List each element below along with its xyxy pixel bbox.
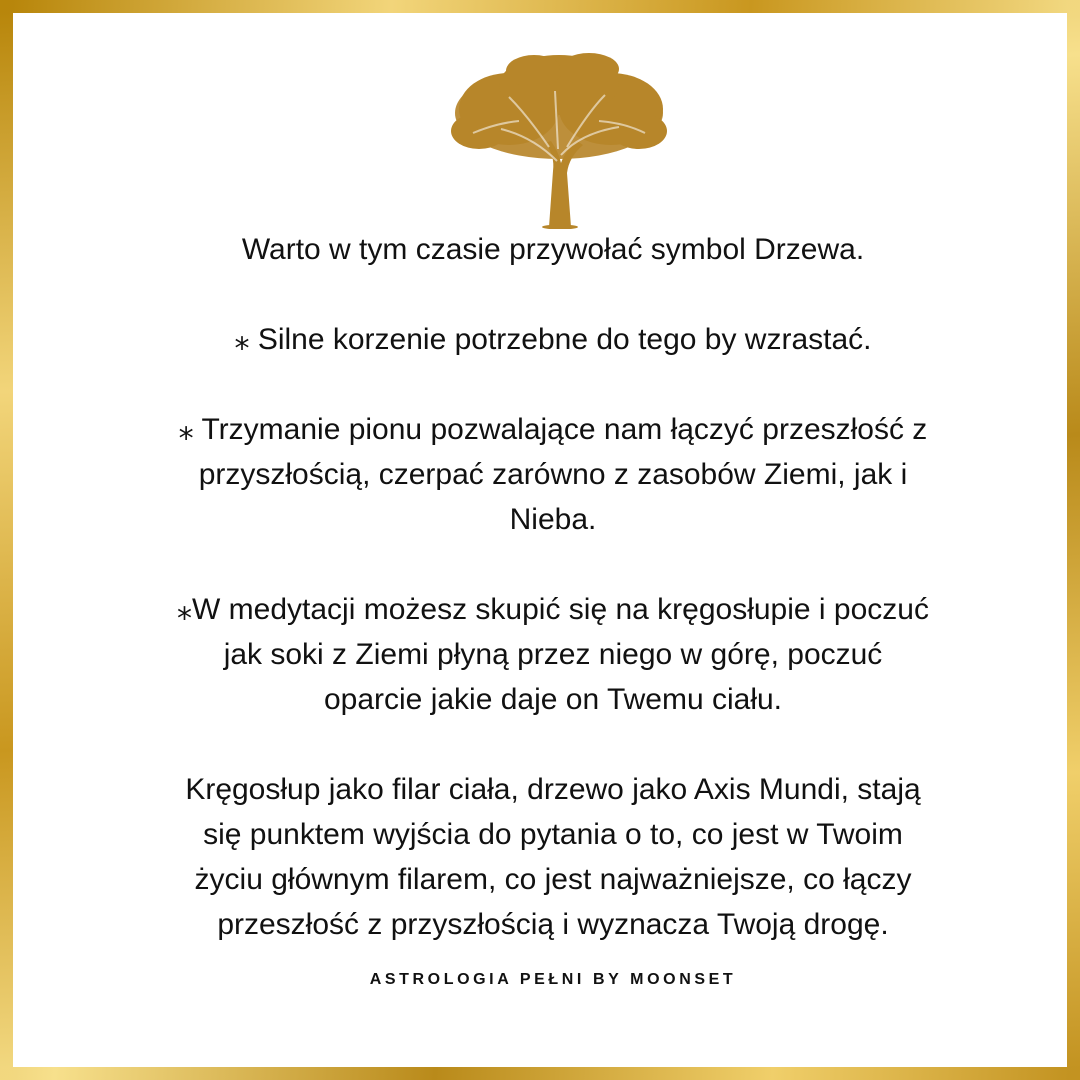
paragraph-3-line-2: przyszłością, czerpać zarówno z zasobów Ziemi, jak i bbox=[198, 458, 908, 491]
tree-icon bbox=[449, 51, 669, 229]
paragraph-5-line-1: Kręgosłup jako filar ciała, drzewo jako Axis Mundi, stają bbox=[185, 773, 921, 806]
paragraph-5-line-4: przeszłość z przyszłością i wyznacza Twoją drogę. bbox=[217, 908, 889, 941]
paragraph-3-line-1: ⁎ Trzymanie pionu pozwalające nam łączyć przeszłość z bbox=[178, 413, 928, 446]
paragraph-1: Warto w tym czasie przywołać symbol Drzewa. bbox=[241, 233, 865, 266]
main-text bbox=[103, 227, 1003, 947]
footer-brand: ASTROLOGIA PEŁNI BY MOONSET bbox=[369, 971, 737, 988]
paragraph-4-line-1: ⁎W medytacji możesz skupić się na kręgosłupie i poczuć bbox=[177, 593, 929, 626]
paragraph-3-line-3: Nieba. bbox=[509, 503, 597, 536]
paragraph-5-line-2: się punktem wyjścia do pytania o to, co jest w Twoim bbox=[203, 818, 903, 851]
paragraph-4-line-2: jak soki z Ziemi płyną przez niego w górę, poczuć bbox=[223, 638, 883, 671]
paragraph-4-line-3: oparcie jakie daje on Twemu ciału. bbox=[323, 683, 783, 716]
paragraph-2: ⁎ Silne korzenie potrzebne do tego by wzrastać. bbox=[234, 323, 872, 356]
paragraph-5-line-3: życiu głównym filarem, co jest najważniejsze, co łączy bbox=[194, 863, 912, 896]
